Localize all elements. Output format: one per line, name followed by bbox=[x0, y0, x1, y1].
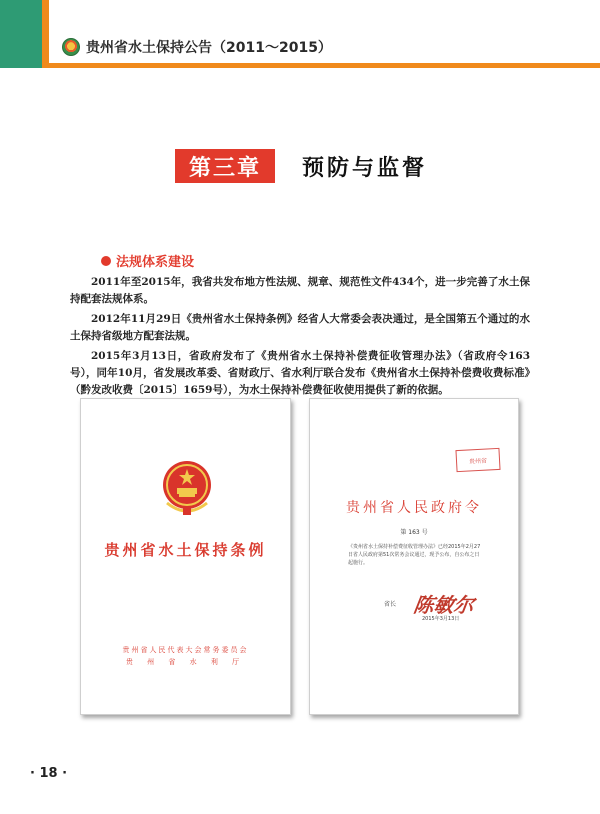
signature: 陈敏尔 bbox=[412, 593, 476, 617]
decree-image bbox=[309, 398, 519, 715]
chapter-label: 第三章 bbox=[175, 149, 275, 183]
decree-date: 2015年3月13日 bbox=[422, 616, 460, 622]
bulletin-logo-icon bbox=[62, 38, 80, 56]
header-green-block bbox=[0, 0, 42, 68]
section-heading bbox=[101, 251, 194, 270]
signature-prefix: 省长 bbox=[384, 601, 397, 608]
decree-title: 贵州省人民政府令 bbox=[346, 500, 482, 516]
paragraph: 2012年11月29日《贵州省水土保持条例》经省人大常委会表决通过，是全国第五个通过的水土保持省级地方配套法规。 bbox=[70, 313, 530, 342]
regulation-publisher: 贵州省人民代表大会常务委员会 bbox=[122, 646, 249, 654]
body-text bbox=[70, 274, 530, 402]
paragraph: 2011年至2015年，我省共发布地方性法规、规章、规范性文件434个，进一步完善了水土保持配套法规体系。 bbox=[70, 276, 530, 305]
running-header-title: 贵州省水土保持公告（2011～2015） bbox=[86, 40, 332, 56]
bullet-icon bbox=[101, 256, 111, 266]
running-header bbox=[62, 36, 332, 58]
national-emblem-icon bbox=[159, 457, 215, 517]
regulation-title: 贵州省水土保持条例 bbox=[104, 541, 267, 559]
regulation-issuer: 贵 州 省 水 利 厅 bbox=[125, 658, 246, 666]
section-heading-text: 法规体系建设 bbox=[116, 255, 195, 270]
paragraph: 2015年3月13日，省政府发布了《贵州省水土保持补偿费征收管理办法》（省政府令163号），同年10月，省发展改革委、省财政厅、省水利厅联合发布《贵州省水土保持补偿费收费标准》（黔发改收费〔2015〕1659号），为水土保持补偿费征收使用提供了新的依据。 bbox=[70, 350, 530, 396]
decree-body: 《贵州省水土保持补偿费征收管理办法》已经2015年2月27日省人民政府第51次常务会议通过，现予公布，自公布之日起施行。 bbox=[348, 544, 481, 566]
receipt-stamp: 贵州省 bbox=[455, 448, 500, 472]
header-orange-bar bbox=[42, 0, 49, 68]
decree-number: 第 163 号 bbox=[400, 529, 428, 536]
page-number: · 18 · bbox=[30, 766, 68, 781]
regulation-cover-image bbox=[80, 398, 291, 715]
header-orange-rule bbox=[49, 63, 600, 68]
chapter-title: 预防与监督 bbox=[302, 155, 428, 181]
